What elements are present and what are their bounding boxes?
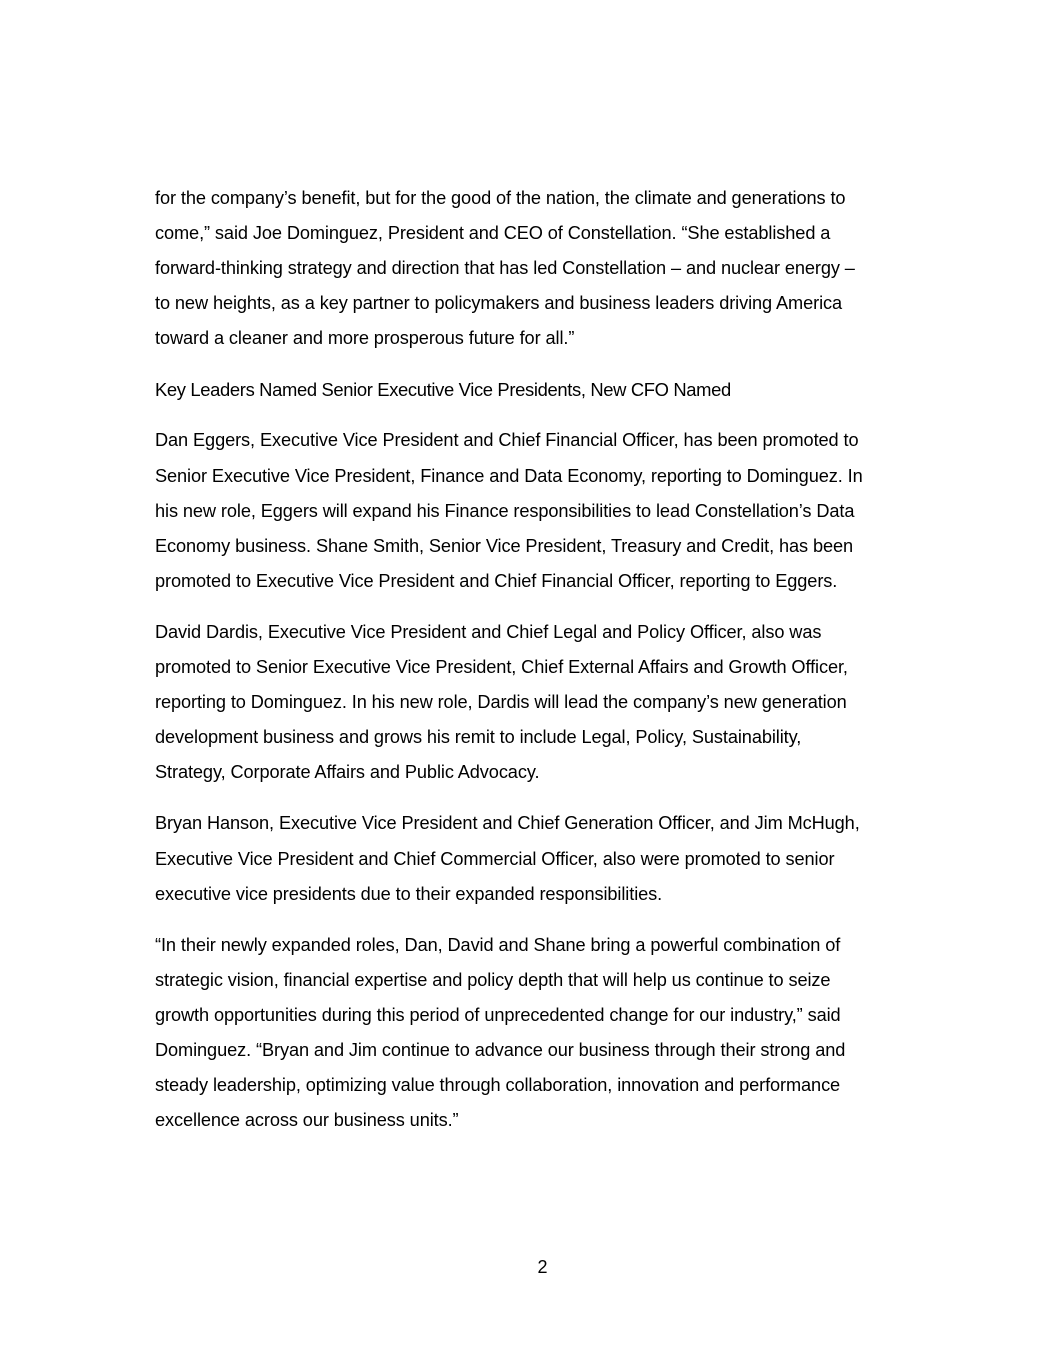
text-line: excellence across our business units.” xyxy=(155,1110,459,1131)
text-line: promoted to Senior Executive Vice President, Chief External Affairs and Growth Officer, xyxy=(155,657,848,678)
text-line: Strategy, Corporate Affairs and Public Advocacy. xyxy=(155,762,540,783)
page-number: 2 xyxy=(537,1257,548,1277)
text-line: Dominguez. “Bryan and Jim continue to advance our business through their strong and xyxy=(155,1039,846,1060)
text-line: promoted to Executive Vice President and Chief Financial Officer, reporting to Eggers. xyxy=(155,570,838,591)
text-line: Dan Eggers, Executive Vice President and Chief Financial Officer, has been promoted to xyxy=(155,430,859,451)
text-line: steady leadership, optimizing value through collaboration, innovation and performance xyxy=(155,1075,841,1096)
section-heading: Key Leaders Named Senior Executive Vice Presidents, New CFO Named xyxy=(155,379,731,401)
text-line: Executive Vice President and Chief Commercial Officer, also were promoted to senior xyxy=(155,848,835,869)
text-line: development business and grows his remit to include Legal, Policy, Sustainability, xyxy=(155,727,802,748)
text-line: growth opportunities during this period of unprecedented change for our industry,” said xyxy=(155,1004,841,1025)
text-line: Senior Executive Vice President, Finance and Data Economy, reporting to Dominguez. In xyxy=(155,465,863,486)
text-line: “In their newly expanded roles, Dan, David and Shane bring a powerful combination of xyxy=(155,934,841,955)
text-line: come,” said Joe Dominguez, President and CEO of Constellation. “She established a xyxy=(155,223,831,244)
dardis-paragraph xyxy=(155,615,940,790)
text-line: to new heights, as a key partner to policymakers and business leaders driving America xyxy=(155,293,843,314)
text-line: executive vice presidents due to their expanded responsibilities. xyxy=(155,883,663,904)
text-line: reporting to Dominguez. In his new role, Dardis will lead the company’s new generation xyxy=(155,692,847,713)
text-line: David Dardis, Executive Vice President and Chief Legal and Policy Officer, also was xyxy=(155,621,822,642)
hanson-mchugh-paragraph xyxy=(155,806,940,911)
text-line: forward-thinking strategy and direction that has led Constellation – and nuclear energy – xyxy=(155,258,855,279)
text-line: toward a cleaner and more prosperous future for all.” xyxy=(155,328,575,349)
text-line: his new role, Eggers will expand his Finance responsibilities to lead Constellation’s Data xyxy=(155,500,855,521)
dominguez-quote-paragraph xyxy=(155,928,940,1139)
text-line: strategic vision, financial expertise and policy depth that will help us continue to seize xyxy=(155,969,831,990)
text-line: Economy business. Shane Smith, Senior Vice President, Treasury and Credit, has been xyxy=(155,535,854,556)
document-body xyxy=(155,181,940,1154)
intro-quote-paragraph xyxy=(155,181,940,356)
text-line: Bryan Hanson, Executive Vice President and Chief Generation Officer, and Jim McHugh, xyxy=(155,813,860,834)
text-line: for the company’s benefit, but for the good of the nation, the climate and generations to xyxy=(155,188,846,208)
eggers-smith-paragraph xyxy=(155,423,940,598)
